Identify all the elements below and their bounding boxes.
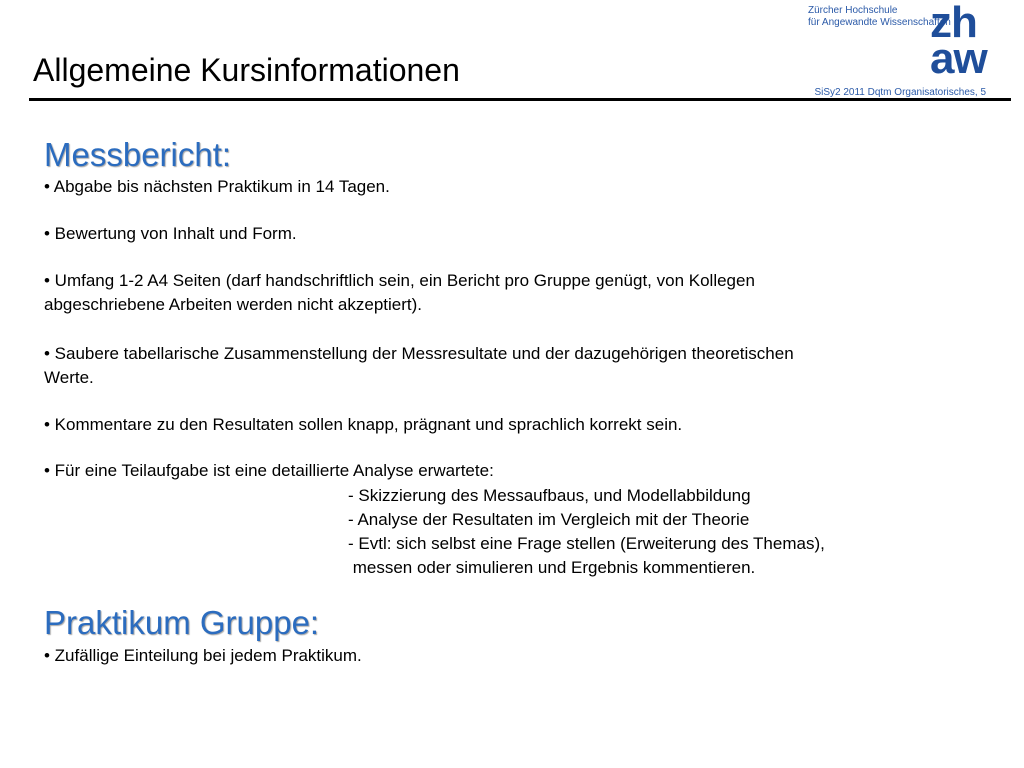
analysis-sub-item: - Evtl: sich selbst eine Frage stellen (Erweiterung des Themas), bbox=[348, 534, 825, 553]
messbericht-bullet: • Abgabe bis nächsten Praktikum in 14 Tagen. bbox=[44, 177, 390, 196]
zhaw-logo-icon bbox=[930, 0, 987, 83]
messbericht-bullet: • Für eine Teilaufgabe ist eine detaillierte Analyse erwartete: bbox=[44, 461, 494, 480]
analysis-sub-item: messen oder simulieren und Ergebnis kommentieren. bbox=[348, 558, 756, 577]
organization-name-line2: für Angewandte Wissenschaften bbox=[808, 17, 951, 28]
praktikum-heading: Praktikum Gruppe: bbox=[44, 604, 320, 641]
organization-name-line1: Zürcher Hochschule bbox=[808, 5, 898, 16]
messbericht-bullet-continuation: Werte. bbox=[44, 368, 94, 387]
header-divider bbox=[29, 98, 1011, 101]
praktikum-bullet: • Zufällige Einteilung bei jedem Praktikum. bbox=[44, 646, 362, 665]
page-title: Allgemeine Kursinformationen bbox=[33, 52, 460, 88]
slide-reference: SiSy2 2011 Dqtm Organisatorisches, 5 bbox=[814, 87, 986, 98]
analysis-sub-item: - Skizzierung des Messaufbaus, und Modellabbildung bbox=[348, 486, 751, 505]
messbericht-bullet: • Saubere tabellarische Zusammenstellung der Messresultate und der dazugehörigen theoretischen bbox=[44, 344, 794, 363]
logo-mark-bottom: aw bbox=[930, 34, 987, 83]
analysis-sub-item: - Analyse der Resultaten im Vergleich mit der Theorie bbox=[348, 510, 750, 529]
messbericht-bullet: • Bewertung von Inhalt und Form. bbox=[44, 224, 297, 243]
logo-mark-top: zh bbox=[930, 0, 977, 47]
messbericht-bullet: • Kommentare zu den Resultaten sollen knapp, prägnant und sprachlich korrekt sein. bbox=[44, 415, 683, 434]
messbericht-bullet: • Umfang 1-2 A4 Seiten (darf handschriftlich sein, ein Bericht pro Gruppe genügt, von Kollegen bbox=[44, 271, 755, 290]
messbericht-bullet-continuation: abgeschriebene Arbeiten werden nicht akzeptiert). bbox=[44, 295, 423, 314]
messbericht-heading: Messbericht: bbox=[44, 136, 232, 173]
